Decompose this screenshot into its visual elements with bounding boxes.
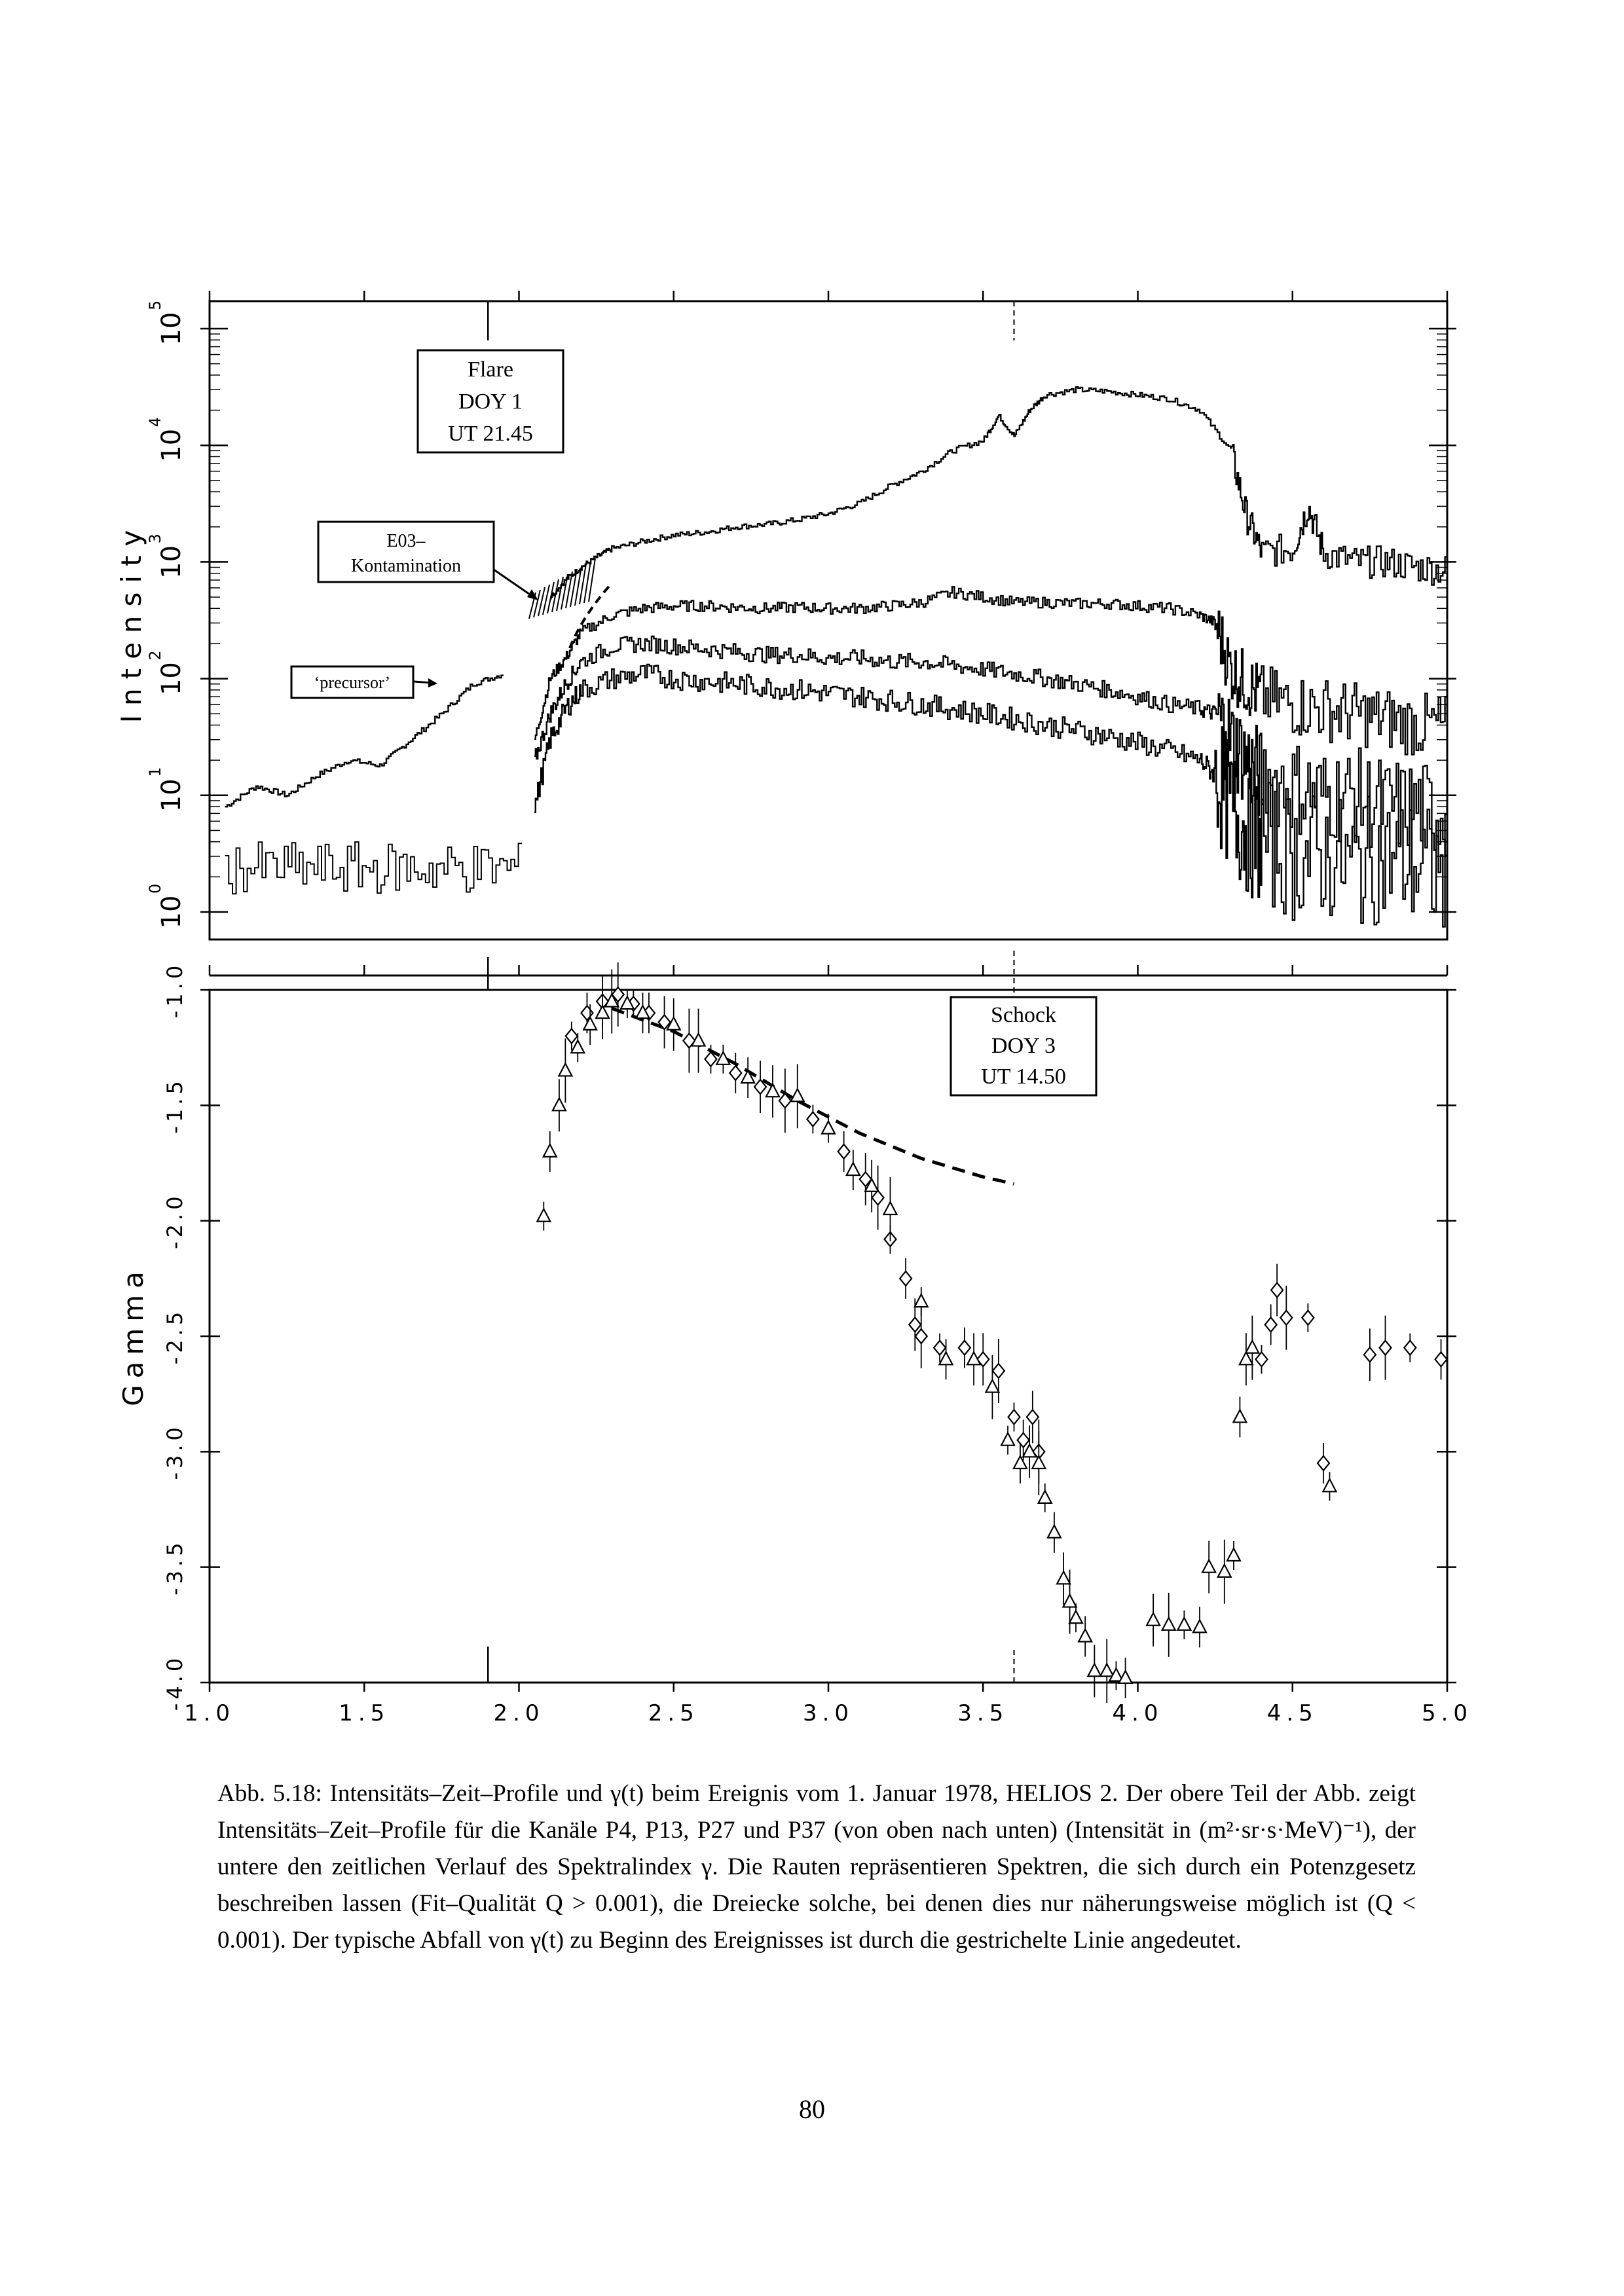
gamma-triangle-point — [1039, 1491, 1052, 1503]
intensity-tick-label: 10 — [157, 662, 187, 696]
gamma-y-tick-label: -1.5 — [162, 1077, 187, 1134]
gamma-triangle-point — [1014, 1456, 1027, 1468]
gamma-diamond-point — [872, 1190, 884, 1205]
flare-annotation-line-3: UT 21.45 — [448, 422, 533, 446]
gamma-x-tick-label: 5.0 — [1421, 1700, 1473, 1726]
gamma-x-tick-label: 1.5 — [339, 1700, 390, 1726]
gamma-diamond-point — [1265, 1317, 1277, 1332]
intensity-series-background — [225, 842, 523, 894]
precursor-arrowhead — [428, 678, 437, 687]
intensity-tick-exponent: 1 — [146, 767, 164, 777]
intensity-panel — [115, 291, 1456, 939]
gamma-triangle-point — [1063, 1595, 1077, 1607]
flare-annotation-line-1: Flare — [468, 357, 513, 382]
intensity-tick-exponent: 0 — [146, 883, 164, 894]
intensity-series — [225, 387, 1447, 926]
gamma-y-tick-label: -3.0 — [162, 1423, 187, 1480]
gamma-axis-label: Gamma — [117, 1265, 149, 1406]
gamma-triangle-point — [1057, 1571, 1070, 1584]
gamma-diamond-point — [1018, 1433, 1029, 1448]
shock-annotation-line-1: Schock — [990, 1003, 1057, 1027]
gamma-triangle-point — [1100, 1664, 1113, 1676]
gamma-x-tick-label: 3.0 — [802, 1700, 855, 1726]
gamma-x-tick-label: 2.5 — [648, 1700, 699, 1726]
contamination-annotation-line-2: Kontamination — [351, 556, 461, 576]
gamma-diamond-point — [1435, 1352, 1447, 1366]
gamma-panel — [117, 951, 1473, 1726]
gamma-diamond-point — [1256, 1352, 1268, 1366]
gamma-triangle-point — [822, 1121, 835, 1134]
gamma-diamond-point — [1404, 1341, 1416, 1355]
gamma-triangle-point — [1032, 1456, 1045, 1468]
gamma-triangle-point — [1246, 1341, 1259, 1353]
gamma-diamond-point — [1302, 1311, 1314, 1325]
gamma-triangle-point — [537, 1209, 550, 1222]
contamination-arrow — [494, 570, 534, 597]
gamma-triangle-point — [1233, 1410, 1246, 1422]
gamma-x-tick-label: 4.5 — [1266, 1700, 1318, 1726]
intensity-tick-exponent: 4 — [146, 416, 164, 428]
gamma-triangle-point — [1001, 1433, 1014, 1446]
gamma-triangle-point — [1323, 1479, 1336, 1491]
gamma-triangle-point — [596, 1006, 609, 1018]
gamma-ticks — [162, 951, 1473, 1726]
gamma-x-tick-label: 2.0 — [493, 1700, 545, 1726]
gamma-triangle-point — [1048, 1525, 1061, 1538]
flare-annotation-line-2: DOY 1 — [458, 390, 523, 414]
page-number: 80 — [799, 2094, 825, 2124]
gamma-diamond-point — [1008, 1410, 1020, 1424]
gamma-diamond-point — [1027, 1410, 1039, 1424]
intensity-tick-label: 10 — [157, 428, 187, 462]
figure-caption: Abb. 5.18: Intensitäts–Zeit–Profile und γ(t) beim Ereignis vom 1. Januar 1978, HELIOS 2. Der obere Teil der Abb. zeigt Intensitäts–Zeit–Profile für die Kanäle P4, P13, P27 und P37 (von oben nach unten) (Intensität in (m²·sr·s·MeV)⁻¹), der untere den zeitlichen Verlauf des Spektralindex γ. Die Rauten repräsentieren Spektren, die sich durch ein Potenzgesetz beschreiben lassen (Fit–Qualität Q > 0.001), die Dreiecke solche, bei denen dies nur näherungsweise möglich ist (Q < 0.001). Der typische Abfall von γ(t) zu Beginn des Ereignisses ist durch die gestrichelte Linie angedeutet. — [217, 1780, 1416, 1954]
gamma-triangle-point — [884, 1202, 897, 1214]
gamma-triangle-point — [1193, 1620, 1206, 1632]
gamma-triangle-point — [544, 1144, 557, 1157]
gamma-triangle-point — [847, 1163, 860, 1175]
shock-annotation-line-3: UT 14.50 — [981, 1065, 1066, 1089]
gamma-triangle-point — [553, 1098, 566, 1110]
gamma-triangle-point — [1079, 1629, 1092, 1641]
intensity-tick-label: 10 — [157, 545, 187, 579]
gamma-diamond-point — [900, 1271, 912, 1286]
contamination-arrowhead — [527, 589, 538, 600]
gamma-x-tick-label: 3.5 — [957, 1700, 1009, 1726]
gamma-triangle-point — [1069, 1611, 1082, 1623]
gamma-triangle-point — [1147, 1613, 1160, 1626]
gamma-diamond-point — [993, 1364, 1005, 1378]
gamma-x-tick-label: 1.0 — [183, 1700, 236, 1726]
intensity-tick-exponent: 5 — [146, 300, 164, 310]
gamma-triangle-point — [1227, 1548, 1240, 1561]
gamma-diamond-point — [1271, 1283, 1283, 1297]
gamma-triangle-point — [791, 1089, 804, 1101]
intensity-tick-exponent: 3 — [146, 534, 164, 544]
gamma-diamond-point — [1280, 1311, 1292, 1325]
gamma-triangle-point — [1162, 1618, 1175, 1630]
gamma-triangle-point — [1177, 1618, 1190, 1630]
contamination-hatched-area — [529, 558, 612, 648]
gamma-y-tick-label: -2.5 — [162, 1307, 187, 1365]
intensity-tick-label: 10 — [157, 312, 187, 346]
gamma-diamond-point — [915, 1329, 927, 1343]
gamma-diamond-point — [729, 1066, 741, 1080]
intensity-tick-label: 10 — [157, 778, 187, 812]
gamma-triangle-point — [559, 1063, 572, 1076]
intensity-axis-label: Intensity — [115, 520, 147, 723]
gamma-y-tick-label: -4.0 — [162, 1654, 187, 1711]
gamma-y-tick-label: -1.0 — [162, 961, 187, 1019]
gamma-diamond-point — [1380, 1341, 1392, 1355]
gamma-diamond-point — [1364, 1347, 1376, 1362]
gamma-diamond-point — [959, 1341, 970, 1355]
gamma-plot-frame — [210, 990, 1447, 1683]
gamma-triangle-point — [1088, 1664, 1101, 1676]
shock-annotation-line-2: DOY 3 — [991, 1034, 1056, 1058]
gamma-x-tick-label: 4.0 — [1112, 1700, 1164, 1726]
contamination-annotation-line-1: E03– — [386, 531, 426, 551]
gamma-triangle-point — [915, 1294, 928, 1307]
gamma-diamond-point — [807, 1112, 819, 1126]
gamma-diamond-point — [934, 1341, 946, 1355]
intensity-tick-label: 10 — [157, 895, 187, 929]
gamma-diamond-point — [566, 1029, 578, 1044]
gamma-y-tick-label: -2.0 — [162, 1192, 187, 1249]
gamma-y-tick-label: -3.5 — [162, 1539, 187, 1595]
gamma-triangle-point — [1202, 1560, 1215, 1573]
gamma-diamond-point — [909, 1317, 921, 1332]
gamma-triangle-point — [986, 1380, 999, 1393]
gamma-diamond-point — [838, 1144, 850, 1159]
intensity-series-P4 — [225, 387, 1447, 807]
precursor-annotation-label: ‘precursor’ — [314, 673, 391, 692]
gamma-triangle-point — [1240, 1352, 1253, 1364]
gamma-diamond-point — [1318, 1456, 1329, 1470]
intensity-tick-exponent: 2 — [146, 650, 164, 661]
gamma-triangle-point — [1218, 1565, 1231, 1577]
gamma-triangle-point — [766, 1084, 779, 1097]
